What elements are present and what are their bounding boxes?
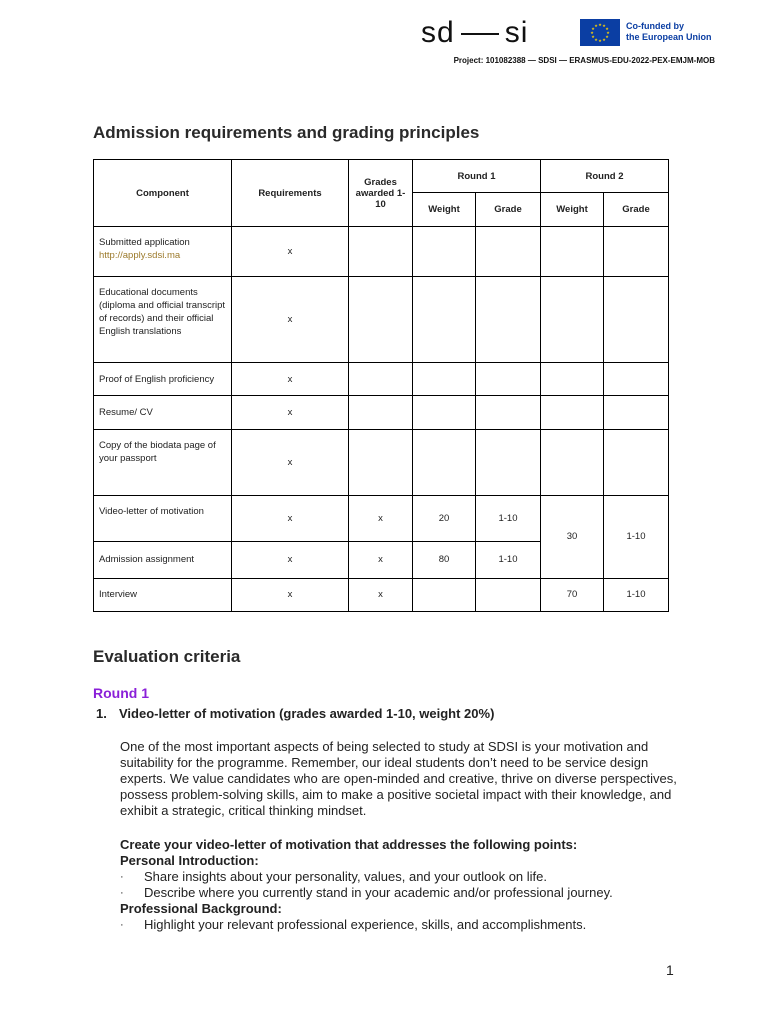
component-name: Admission assignment [94, 541, 232, 578]
r1-grade-value: 1-10 [476, 495, 541, 541]
eu-cofunded-text [626, 21, 712, 43]
header-r1-weight: Weight [413, 193, 476, 227]
page-number: 1 [666, 962, 674, 978]
requirement-mark: x [232, 578, 349, 611]
eu-flag-icon [580, 19, 620, 46]
sdsi-logo [421, 18, 528, 48]
r1-grade-value: 1-10 [476, 541, 541, 578]
item-number: 1. [96, 706, 107, 721]
bullet-icon: · [120, 919, 124, 931]
motivation-paragraph: One of the most important aspects of being selected to study at SDSI is your motivation and suitability for the programme. Remember, our ideal students don’t need to be service design experts. We value candidates who are open-minded and creative, thrive on diverse perspectives, possess problem-solving skills, aim to make a positive societal impact with their knowledge, and exhibit a strategic, critical thinking mindset. [120, 739, 677, 818]
bullet-text: Describe where you currently stand in your academic and/or professional journey. [144, 885, 613, 900]
r2-weight-value: 70 [541, 578, 604, 611]
table-row [94, 227, 669, 277]
grades-mark: x [349, 578, 413, 611]
eu-line-1: Co-funded by [626, 21, 684, 31]
svg-text:★: ★ [594, 23, 598, 28]
requirement-mark: x [232, 495, 349, 541]
grades-mark: x [349, 541, 413, 578]
round-1-heading: Round 1 [93, 685, 149, 701]
requirement-mark: x [232, 363, 349, 396]
header-component: Component [94, 160, 232, 227]
svg-text:★: ★ [605, 34, 609, 39]
eu-line-2: the European Union [626, 32, 712, 42]
requirement-mark: x [232, 396, 349, 429]
table-row [94, 495, 669, 541]
r1-weight-value: 20 [413, 495, 476, 541]
header-round-2: Round 2 [541, 160, 669, 193]
header-r2-grade: Grade [604, 193, 669, 227]
svg-text:★: ★ [590, 30, 594, 35]
header-requirements: Requirements [232, 160, 349, 227]
r1-weight-value: 80 [413, 541, 476, 578]
svg-text:★: ★ [598, 22, 602, 27]
logo-text-right: si [504, 16, 529, 49]
grades-mark: x [349, 495, 413, 541]
numbered-item-1 [96, 706, 494, 721]
component-name: Resume/ CV [94, 396, 232, 429]
bullet-text: Highlight your relevant professional experience, skills, and accomplishments. [144, 917, 587, 932]
admission-table [93, 159, 669, 612]
table-row [94, 396, 669, 429]
table-row [94, 277, 669, 363]
header-round-1: Round 1 [413, 160, 541, 193]
component-name: Submitted application [99, 237, 190, 249]
apply-link[interactable]: http://apply.sdsi.ma [99, 250, 181, 262]
component-name: Proof of English proficiency [94, 363, 232, 396]
r2-weight-value: 30 [541, 495, 604, 578]
component-cell [94, 227, 232, 277]
logo-dash [461, 33, 499, 35]
section-title-evaluation: Evaluation criteria [93, 647, 241, 666]
requirement-mark: x [232, 277, 349, 363]
component-name: Interview [94, 578, 232, 611]
requirement-mark: x [232, 429, 349, 495]
svg-text:★: ★ [591, 26, 595, 31]
table-row [94, 429, 669, 495]
professional-heading: Professional Background: [120, 901, 282, 916]
r2-grade-value: 1-10 [604, 578, 669, 611]
component-name: Educational documents (diploma and official transcript of records) and their official English translations [94, 277, 232, 363]
header-r2-weight: Weight [541, 193, 604, 227]
bullet-icon: · [120, 871, 124, 883]
section-title-admission: Admission requirements and grading principles [93, 123, 480, 142]
svg-text:★: ★ [602, 37, 606, 42]
table-row [94, 578, 669, 611]
component-name: Copy of the biodata page of your passport [94, 429, 232, 495]
logo-text-left: sd [421, 16, 455, 49]
r2-grade-value: 1-10 [604, 495, 669, 578]
svg-text:★: ★ [606, 30, 610, 35]
svg-text:★: ★ [598, 38, 602, 43]
svg-text:★: ★ [591, 34, 595, 39]
header-r1-grade: Grade [476, 193, 541, 227]
requirement-mark: x [232, 541, 349, 578]
list-item [120, 917, 586, 933]
list-item [120, 869, 547, 885]
bullet-icon: · [120, 887, 124, 899]
create-heading: Create your video-letter of motivation that addresses the following points: [120, 837, 578, 852]
header-grades: Grades awarded 1-10 [349, 160, 413, 227]
personal-heading: Personal Introduction: [120, 853, 259, 868]
table-row [94, 363, 669, 396]
requirement-mark: x [232, 227, 349, 277]
project-reference: Project: 101082388 — SDSI — ERASMUS-EDU-2022-PEX-EMJM-MOB [453, 56, 715, 65]
svg-text:★: ★ [602, 23, 606, 28]
bullet-text: Share insights about your personality, values, and your outlook on life. [144, 869, 547, 884]
list-item [120, 885, 613, 901]
svg-text:★: ★ [594, 37, 598, 42]
component-name: Video-letter of motivation [94, 495, 232, 541]
svg-text:★: ★ [605, 26, 609, 31]
item-title: Video-letter of motivation (grades awarded 1-10, weight 20%) [119, 706, 495, 721]
